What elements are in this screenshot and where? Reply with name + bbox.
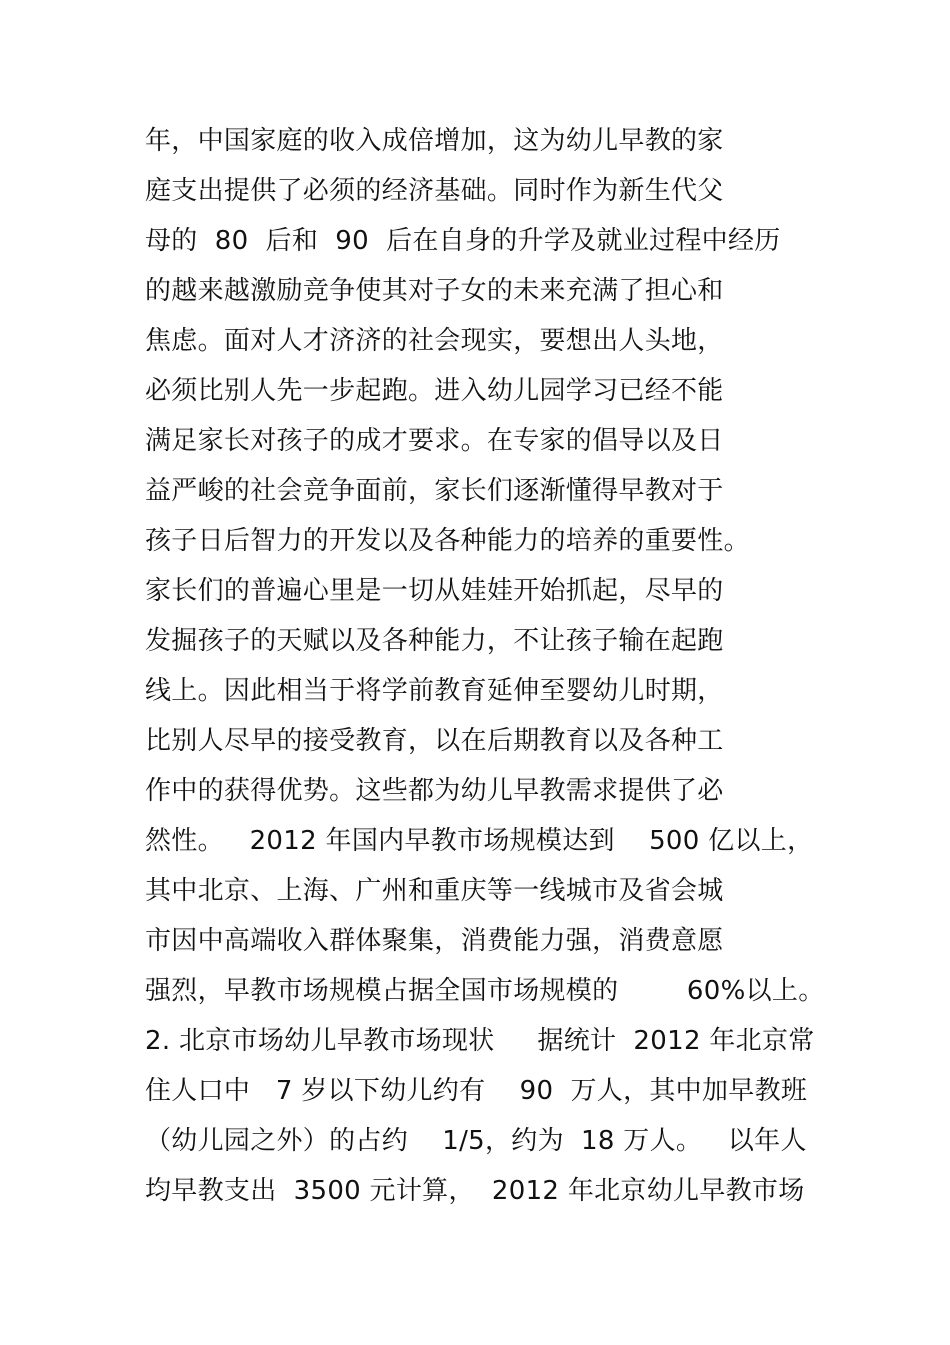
text-line: 必须比别人先一步起跑。进入幼儿园学习已经不能: [145, 376, 724, 406]
text-line: 孩子日后智力的开发以及各种能力的培养的重要性。: [145, 526, 750, 556]
text-line: 家长们的普遍心里是一切从娃娃开始抓起，尽早的: [145, 576, 724, 606]
text-line: 然性。 2012 年国内早教市场规模达到 500 亿以上，: [145, 826, 814, 856]
text-line: 益严峻的社会竞争面前，家长们逐渐懂得早教对于: [145, 476, 724, 506]
text-line: 均早教支出 3500 元计算， 2012 年北京幼儿早教市场: [145, 1176, 805, 1206]
text-line: 强烈，早教市场规模占据全国市场规模的 60%以上。: [145, 976, 825, 1006]
text-line: 焦虑。面对人才济济的社会现实，要想出人头地，: [145, 326, 724, 356]
text-line: （幼儿园之外）的占约 1/5，约为 18 万人。 以年人: [145, 1126, 807, 1156]
text-line: 满足家长对孩子的成才要求。在专家的倡导以及日: [145, 426, 724, 456]
text-line: 母的 80 后和 90 后在自身的升学及就业过程中经历: [145, 226, 781, 256]
text-line: 发掘孩子的天赋以及各种能力，不让孩子输在起跑: [145, 626, 724, 656]
text-line: 线上。因此相当于将学前教育延伸至婴幼儿时期，: [145, 676, 724, 706]
text-line: 庭支出提供了必须的经济基础。同时作为新生代父: [145, 176, 724, 206]
text-line: 住人口中 7 岁以下幼儿约有 90 万人，其中加早教班: [145, 1076, 808, 1106]
text-line: 比别人尽早的接受教育，以在后期教育以及各种工: [145, 726, 724, 756]
text-line: 其中北京、上海、广州和重庆等一线城市及省会城: [145, 876, 724, 906]
text-line: 作中的获得优势。这些都为幼儿早教需求提供了必: [145, 776, 724, 806]
body-text: [145, 116, 925, 1216]
text-line: 的越来越激励竞争使其对子女的未来充满了担心和: [145, 276, 724, 306]
text-line: 市因中高端收入群体聚集，消费能力强，消费意愿: [145, 926, 724, 956]
text-line: 2. 北京市场幼儿早教市场现状 据统计 2012 年北京常: [145, 1026, 815, 1056]
text-line: 年，中国家庭的收入成倍增加，这为幼儿早教的家: [145, 126, 724, 156]
